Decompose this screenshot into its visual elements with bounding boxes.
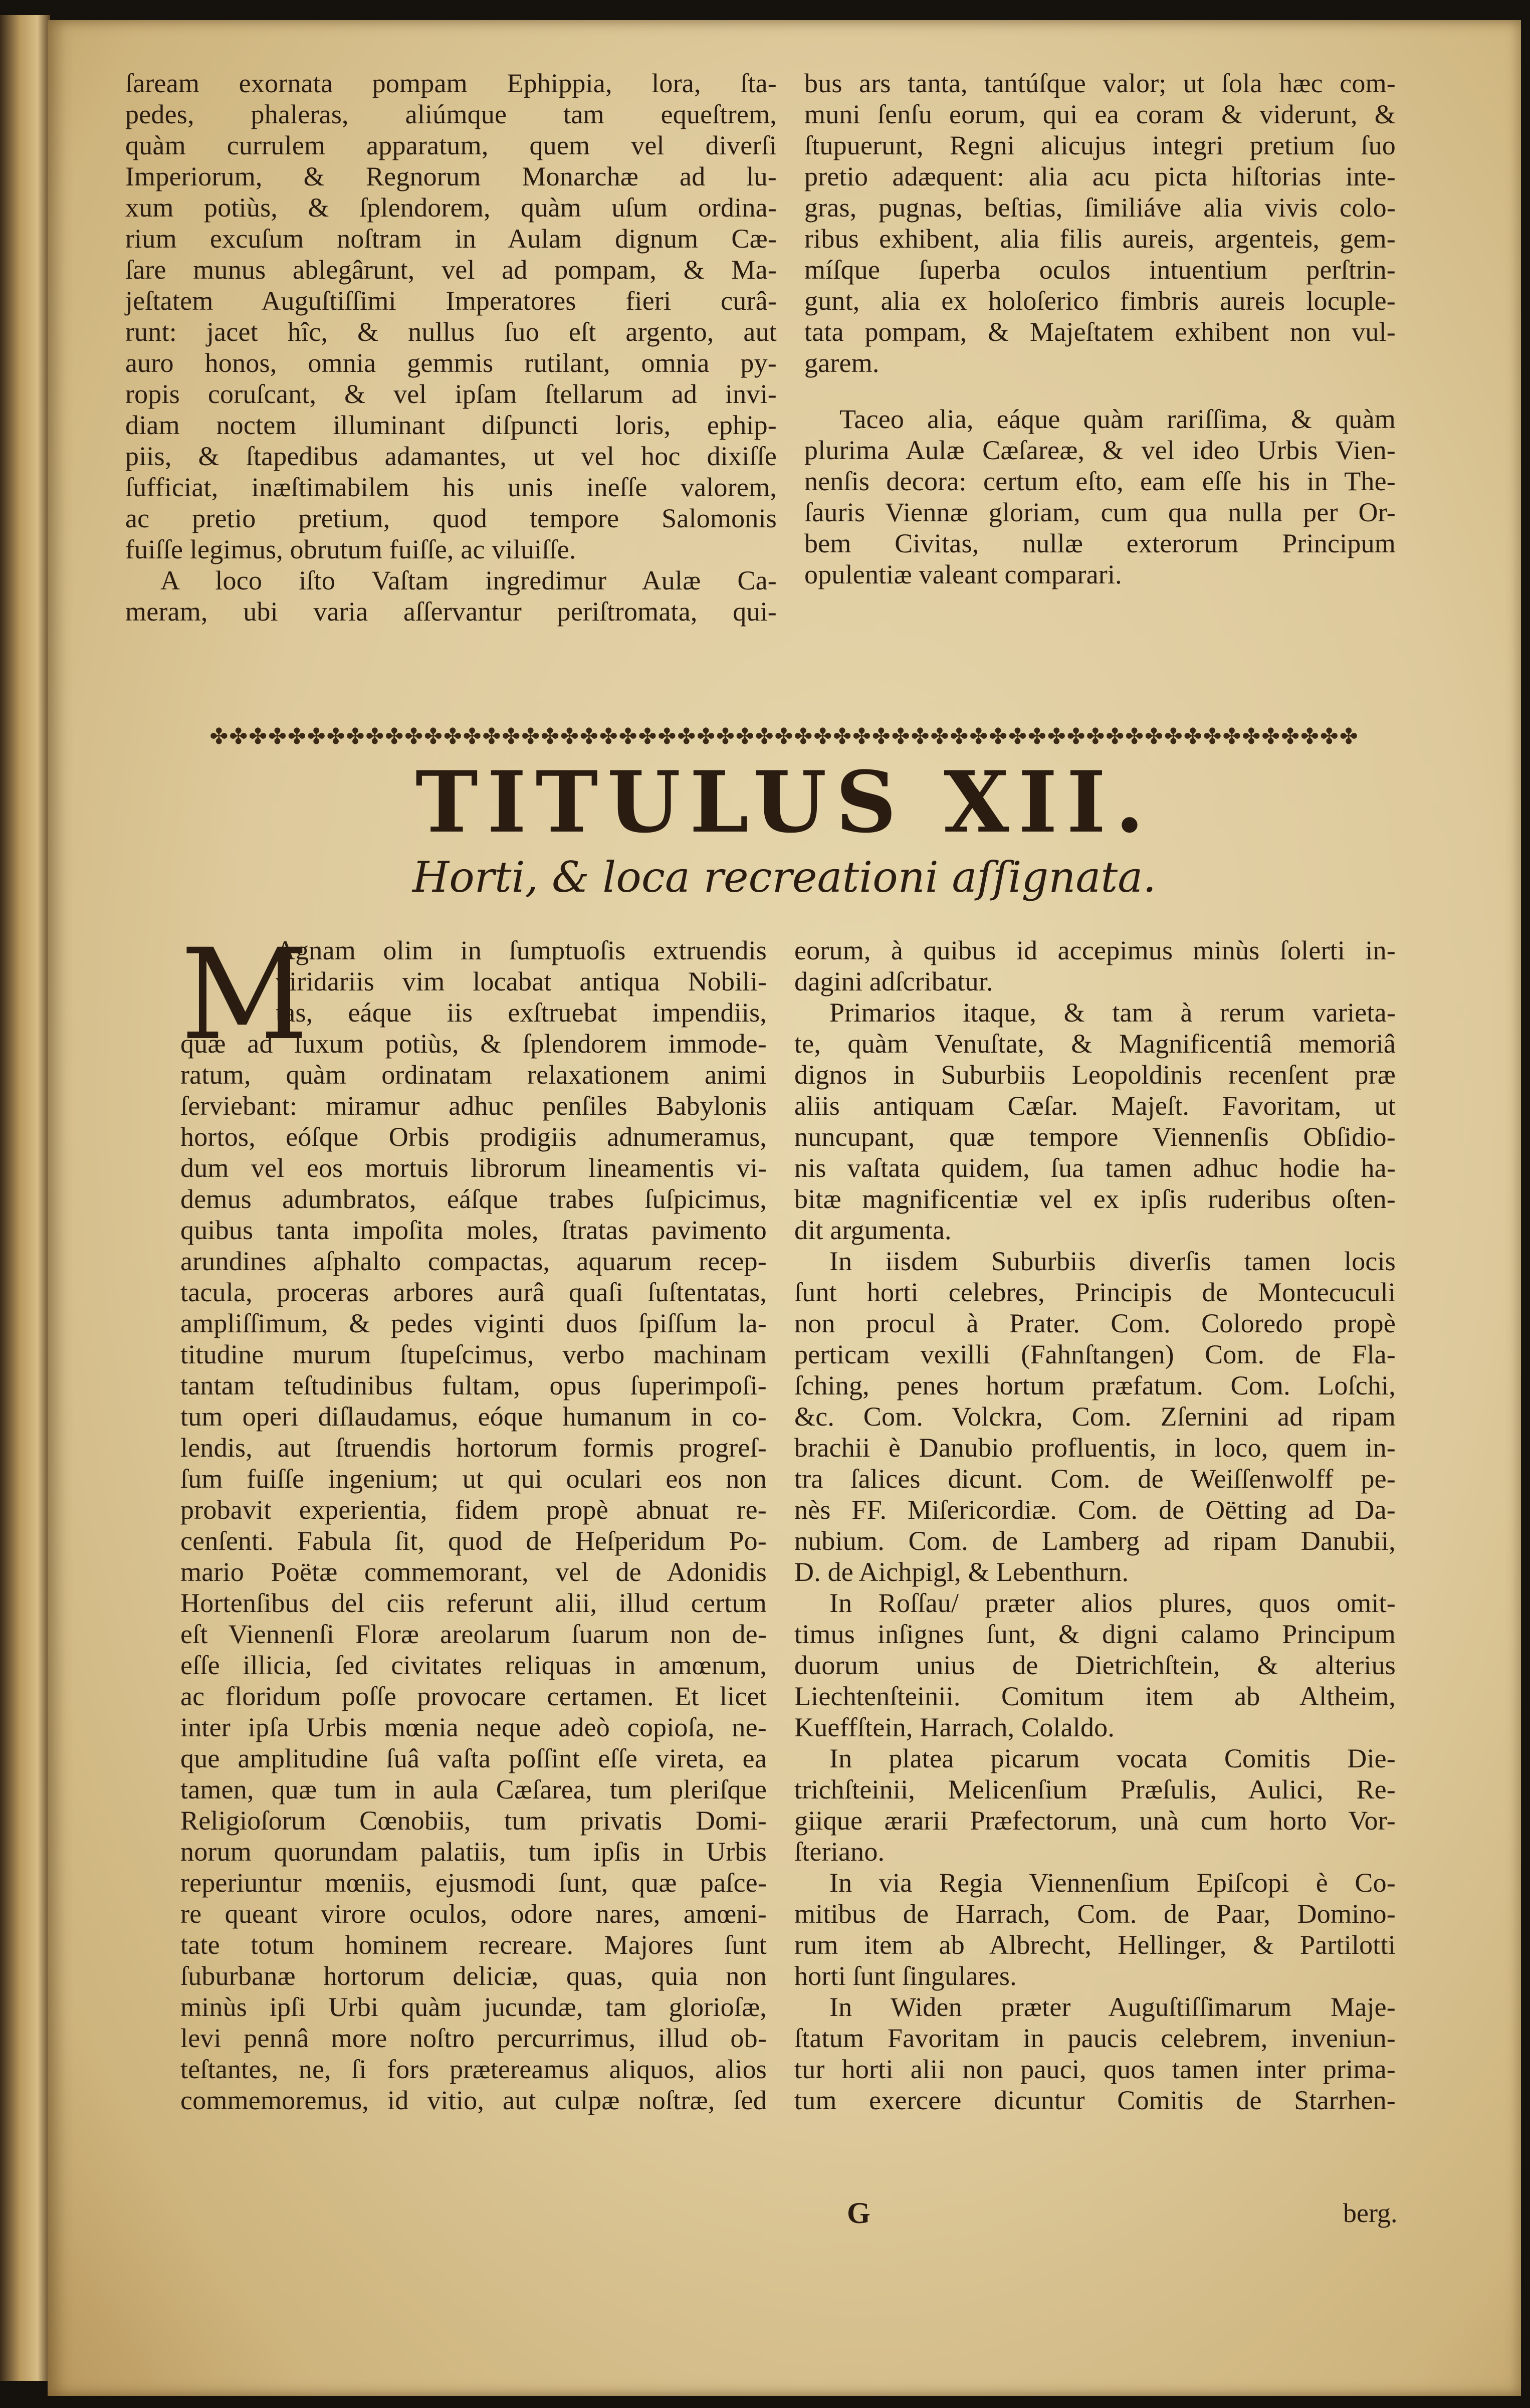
- text-line: brachii è Danubio profluentis, in loco, quem in-: [794, 1433, 1396, 1463]
- text-line: meram, ubi varia aſſervantur periſtromata, qui-: [125, 596, 777, 627]
- text-line: tate totum hominem recreare. Majores ſunt: [180, 1930, 767, 1960]
- text-line: ſching, penes hortum præfatum. Com. Loſchi,: [794, 1370, 1396, 1400]
- text-line: In Roſſau/ præter alios plures, quos omit-: [829, 1588, 1396, 1618]
- text-line: tum exercere dicuntur Comitis de Starrhen-: [794, 2085, 1396, 2115]
- text-line: eorum, à quibus id accepimus minùs ſolerti in-: [794, 935, 1396, 965]
- signature-mark: G: [847, 2196, 870, 2230]
- text-line: arundines aſphalto compactas, aquarum recep-: [180, 1246, 767, 1276]
- text-line: tacula, proceras arbores aurâ quaſi ſuſtentatas,: [180, 1277, 767, 1307]
- text-line: ſauris Viennæ gloriam, cum qua nulla per Or-: [804, 497, 1396, 527]
- text-line: Primarios itaque, & tam à rerum varieta-: [829, 997, 1396, 1028]
- text-line: ac floridum poſſe provocare certamen. Et licet: [180, 1681, 767, 1711]
- text-line: &c. Com. Volckra, Com. Zſernini ad ripam: [794, 1401, 1396, 1432]
- text-line: demus adumbratos, eáſque trabes ſuſpicimus,: [180, 1184, 767, 1214]
- text-line: titudine murum ſtupeſcimus, verbo machinam: [180, 1339, 767, 1369]
- text-line: tas, eáque iis exſtruebat impendiis,: [276, 997, 767, 1028]
- text-line: ſuburbanæ hortorum deliciæ, quas, quia non: [180, 1961, 767, 1991]
- text-line: pedes, phaleras, aliúmque tam equeſtrem,: [125, 99, 777, 129]
- text-line: levi pennâ more noſtro percurrimus, illud ob-: [180, 2023, 767, 2053]
- text-line: míſque ſuperba oculos intuentium perſtrin-: [804, 255, 1396, 285]
- text-line: commemoremus, id vitio, aut culpæ noſtræ, ſed: [180, 2085, 767, 2115]
- text-line: Kueffſtein, Harrach, Colaldo.: [794, 1712, 1115, 1742]
- text-line: quibus tanta impoſita moles, ſtratas pavimento: [180, 1215, 767, 1245]
- text-line: minùs ipſi Urbi quàm jucundæ, tam glorioſæ,: [180, 1992, 767, 2022]
- text-line: lendis, aut ſtruendis hortorum formis progreſ-: [180, 1433, 767, 1463]
- text-line: aliis antiquam Cæſar. Majeſt. Favoritam, ut: [794, 1091, 1396, 1121]
- text-line: horti ſunt ſingulares.: [794, 1961, 1017, 1991]
- text-line: reperiuntur mœniis, ejusmodi ſunt, quæ paſce-: [180, 1868, 767, 1898]
- text-line: In Widen præter Auguſtiſſimarum Maje-: [829, 1992, 1396, 2022]
- text-line: viridariis vim locabat antiqua Nobili-: [276, 966, 767, 996]
- text-line: In via Regia Viennenſium Epiſcopi è Co-: [829, 1868, 1396, 1898]
- text-line: cenſenti. Fabula ſit, quod de Heſperidum Po-: [180, 1526, 767, 1556]
- text-line: pretio adæquent: alia acu picta hiſtorias inte-: [804, 161, 1396, 191]
- text-line: tur horti alii non pauci, quos tamen inter prima-: [794, 2054, 1396, 2084]
- text-line: muni ſenſu eorum, qui ea coram & viderunt, &: [804, 99, 1396, 129]
- text-line: ac pretio pretium, quod tempore Salomonis: [125, 503, 777, 533]
- text-line: nis vaſtata quidem, ſua tamen adhuc hodie ha-: [794, 1153, 1396, 1183]
- text-line: te, quàm Venuſtate, & Magnificentiâ memoriâ: [794, 1029, 1396, 1059]
- text-line: Imperiorum, & Regnorum Monarchæ ad lu-: [125, 161, 777, 191]
- text-line: ſerviebant: miramur adhuc penſiles Babylonis: [180, 1091, 767, 1121]
- text-line: Religioſorum Cœnobiis, tum privatis Domi-: [180, 1805, 767, 1836]
- text-line: D. de Aichpigl, & Lebenthurn.: [794, 1557, 1129, 1587]
- text-line: giique ærarii Præfectorum, unà cum horto Vor-: [794, 1805, 1396, 1836]
- text-line: nuncupant, quæ tempore Viennenſis Obſidio-: [794, 1122, 1396, 1152]
- text-line: In platea picarum vocata Comitis Die-: [829, 1743, 1396, 1773]
- text-line: bitæ magnificentiæ vel ex ipſis ruderibus oſten-: [794, 1184, 1396, 1214]
- text-line: timus inſignes ſunt, & digni calamo Principum: [794, 1619, 1396, 1649]
- chapter-subtitle: Horti, & loca recreationi aſſignata.: [412, 853, 1157, 902]
- text-line: opulentiæ valeant comparari.: [804, 559, 1122, 589]
- text-line: nenſis decora: certum eſto, eam eſſe his in The-: [804, 466, 1396, 496]
- text-line: quæ ad luxum potiùs, & ſplendorem immode-: [180, 1029, 767, 1059]
- text-line: runt: jacet hîc, & nullus ſuo eſt argento, aut: [125, 317, 777, 347]
- text-line: xum potiùs, & ſplendorem, quàm uſum ordina-: [125, 192, 777, 223]
- text-line: dum vel eos mortuis librorum lineamentis vi-: [180, 1153, 767, 1183]
- text-line: non procul à Prater. Com. Coloredo propè: [794, 1308, 1396, 1338]
- text-line: gras, pugnas, beſtias, ſimiliáve alia vivis colo-: [804, 192, 1396, 223]
- drop-cap-initial: M: [180, 922, 309, 1068]
- text-line: In iisdem Suburbiis diverſis tamen locis: [829, 1246, 1396, 1276]
- text-line: A loco iſto Vaſtam ingredimur Aulæ Ca-: [160, 565, 777, 595]
- text-line: hortos, eóſque Orbis prodigiis adnumeramus,: [180, 1122, 767, 1152]
- text-line: Agnam olim in ſumptuoſis extruendis: [276, 935, 767, 965]
- text-line: ſufficiat, inæſtimabilem his unis ineſſe valorem,: [125, 472, 777, 502]
- text-line: ſteriano.: [794, 1837, 885, 1867]
- text-line: gunt, alia ex holoſerico fimbris aureis locuple-: [804, 286, 1396, 316]
- catchword: berg.: [1343, 2198, 1398, 2228]
- text-line: eſt Viennenſi Floræ areolarum ſuarum non de-: [180, 1619, 767, 1649]
- text-line: garem.: [804, 348, 880, 378]
- text-line: re queant virore oculos, odore nares, amœni-: [180, 1899, 767, 1929]
- chapter-title: TITULUS XII.: [415, 752, 1154, 852]
- text-line: trichſteinii, Melicenſium Præſulis, Aulici, Re-: [794, 1774, 1396, 1804]
- top-right-column: [804, 68, 1396, 590]
- text-line: ropis coruſcant, & vel ipſam ſtellarum ad invi-: [125, 379, 777, 409]
- text-line: nubium. Com. de Lamberg ad ripam Danubii,: [794, 1526, 1396, 1556]
- text-line: tum operi diſlaudamus, eóque humanum in co-: [180, 1401, 767, 1432]
- text-line: inter ipſa Urbis mœnia neque adeò copioſa, ne-: [180, 1712, 767, 1742]
- text-line: quàm currulem apparatum, quem vel diverſi: [125, 130, 777, 160]
- text-line: Liechtenſteinii. Comitum item ab Altheim,: [794, 1681, 1396, 1711]
- text-line: piis, & ſtapedibus adamantes, ut vel hoc dixiſſe: [125, 441, 777, 471]
- text-line: mitibus de Harrach, Com. de Paar, Domino-: [794, 1899, 1396, 1929]
- text-line: plurima Aulæ Cæſareæ, & vel ideo Urbis Vien-: [804, 435, 1396, 465]
- text-line: tra ſalices dicunt. Com. de Weiſſenwolff pe-: [794, 1464, 1396, 1494]
- text-line: nès FF. Miſericordiæ. Com. de Oëtting ad Da-: [794, 1495, 1396, 1525]
- text-line: auro honos, omnia gemmis rutilant, omnia py-: [125, 348, 777, 378]
- text-line: ſunt horti celebres, Principis de Montecuculi: [794, 1277, 1396, 1307]
- text-line: bem Civitas, nullæ exterorum Principum: [804, 528, 1396, 558]
- text-line: ampliſſimum, & pedes viginti duos ſpiſſum la-: [180, 1308, 767, 1338]
- text-line: ſaream exornata pompam Ephippia, lora, ſta-: [125, 68, 777, 98]
- text-line: mario Poëtæ commemorant, vel de Adonidis: [180, 1557, 767, 1587]
- text-line: probavit experientia, fidem propè abnuat re-: [180, 1495, 767, 1525]
- text-line: dit argumenta.: [794, 1215, 952, 1245]
- decorative-rule: ✤✤✤✤✤✤✤✤✤✤✤✤✤✤✤✤✤✤✤✤✤✤✤✤✤✤✤✤✤✤✤✤✤✤✤✤✤✤✤✤✤✤✤✤✤✤✤✤✤✤✤✤✤✤✤✤✤✤✤: [209, 724, 1359, 749]
- text-line: Taceo alia, eáque quàm rariſſima, & quàm: [839, 404, 1396, 434]
- text-line: tamen, quæ tum in aula Cæſarea, tum pleriſque: [180, 1774, 767, 1804]
- text-line: duorum unius de Dietrichſtein, & alterius: [794, 1650, 1396, 1680]
- text-line: dignos in Suburbiis Leopoldinis recenſent præ: [794, 1060, 1396, 1090]
- bottom-left-column: [180, 922, 767, 2116]
- text-line: rium excuſum noſtram in Aulam dignum Cæ-: [125, 224, 777, 254]
- text-line: tata pompam, & Majeſtatem exhibent non vul-: [804, 317, 1396, 347]
- text-line: ſtatum Favoritam in paucis celebrem, inveniun-: [794, 2023, 1396, 2053]
- text-line: que amplitudine ſuâ vaſta poſſint eſſe vireta, ea: [180, 1743, 767, 1773]
- text-line: dagini adſcribatur.: [794, 966, 993, 996]
- text-line: rum item ab Albrecht, Hellinger, & Partilotti: [794, 1930, 1396, 1960]
- text-line: ratum, quàm ordinatam relaxationem animi: [180, 1060, 767, 1090]
- bottom-right-column: [794, 935, 1396, 2116]
- text-line: tantam teſtudinibus fultam, opus ſuperimpoſi-: [180, 1370, 767, 1400]
- facing-page-edge: [0, 15, 50, 2381]
- text-line: norum quorundam palatiis, tum ipſis in Urbis: [180, 1837, 767, 1867]
- text-line: Hortenſibus del ciis referunt alii, illud certum: [180, 1588, 767, 1618]
- text-line: ſare munus ablegârunt, vel ad pompam, & Ma-: [125, 255, 777, 285]
- text-line: eſſe illicia, ſed civitates reliquas in amœnum,: [180, 1650, 767, 1680]
- text-line: teſtantes, ne, ſi fors prætereamus aliquos, alios: [180, 2054, 767, 2084]
- text-line: ſum fuiſſe ingenium; ut qui oculari eos non: [180, 1464, 767, 1494]
- text-line: jeſtatem Auguſtiſſimi Imperatores fieri curâ-: [125, 286, 777, 316]
- text-line: ribus exhibent, alia filis aureis, argenteis, gem-: [804, 224, 1396, 254]
- text-line: bus ars tanta, tantúſque valor; ut ſola hæc com-: [804, 68, 1396, 98]
- text-line: diam noctem illuminant diſpuncti loris, ephip-: [125, 410, 777, 440]
- text-line: ſtupuerunt, Regni alicujus integri pretium ſuo: [804, 130, 1396, 160]
- paragraph-gap: [804, 378, 1396, 404]
- text-line: perticam vexilli (Fahnſtangen) Com. de Fla-: [794, 1339, 1396, 1369]
- text-line: fuiſſe legimus, obrutum fuiſſe, ac viluiſſe.: [125, 534, 576, 564]
- top-left-column: [125, 68, 777, 627]
